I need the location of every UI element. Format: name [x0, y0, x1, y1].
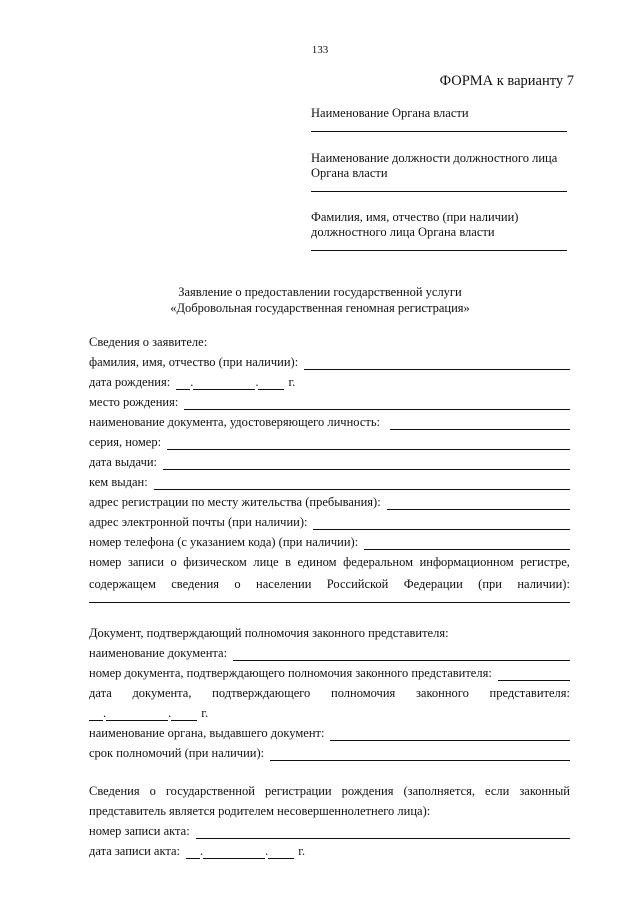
email-row: адрес электронной почты (при наличии): — [89, 510, 570, 530]
birth-day-field[interactable] — [176, 376, 190, 390]
birth-year-field[interactable] — [258, 376, 284, 390]
issue-date-row: дата выдачи: — [89, 450, 570, 470]
record-number-field[interactable] — [196, 825, 570, 839]
birth-place-row: место рождения: — [89, 390, 570, 410]
rep-term-row: срок полномочий (при наличии): — [89, 741, 570, 761]
rep-doc-number-field[interactable] — [498, 667, 570, 681]
rep-doc-number-row: номер документа, подтверждающего полномочия законного представителя: — [89, 661, 570, 681]
rep-doc-name-row: наименование документа: — [89, 641, 570, 661]
authority-label: Наименование Органа власти — [311, 106, 469, 120]
position-label-2: Органа власти — [311, 166, 388, 180]
id-doc-field[interactable] — [390, 416, 570, 430]
addressee-authority — [311, 106, 567, 132]
phone-row: номер телефона (с указанием кода) (при наличии): — [89, 530, 570, 550]
addressee-position — [311, 151, 567, 192]
form-body — [89, 330, 570, 859]
issued-by-row: кем выдан: — [89, 470, 570, 490]
registry-line-2: содержащем сведения о населении Российской Федерации (при наличии): — [89, 577, 570, 591]
birth-heading-line-1: Сведения о государственной регистрации рождения (заполняется, если законный — [89, 784, 570, 798]
authority-line[interactable] — [311, 121, 567, 132]
rep-issuer-row: наименование органа, выдавшего документ: — [89, 721, 570, 741]
rep-issuer-field[interactable] — [330, 727, 570, 741]
addressee-fio — [311, 210, 567, 251]
phone-field[interactable] — [364, 536, 570, 550]
id-doc-row: наименование документа, удостоверяющего личность: — [89, 410, 570, 430]
record-date-row: дата записи акта: . . г. — [89, 844, 306, 858]
rep-doc-date-words: дата документа, подтверждающего полномочия законного представителя: — [89, 686, 570, 700]
applicant-heading: Сведения о заявителе: — [89, 335, 208, 349]
rep-doc-name-field[interactable] — [233, 647, 570, 661]
birth-heading-line-2: представитель является родителем несовершеннолетнего лица): — [89, 804, 431, 818]
position-line[interactable] — [311, 181, 567, 192]
fio-label-1: Фамилия, имя, отчество (при наличии) — [311, 210, 519, 224]
email-field[interactable] — [313, 516, 570, 530]
birth-place-field[interactable] — [184, 396, 570, 410]
title-line-1: Заявление о предоставлении государственной услуги — [178, 285, 462, 299]
series-field[interactable] — [167, 436, 570, 450]
fio-line[interactable] — [311, 240, 567, 251]
record-month-field[interactable] — [203, 845, 265, 859]
rep-year-field[interactable] — [171, 707, 197, 721]
fio-label-2: должностного лица Органа власти — [311, 225, 495, 239]
record-number-row: номер записи акта: — [89, 819, 570, 839]
registry-number-field[interactable] — [89, 592, 570, 603]
fio-field[interactable] — [304, 356, 570, 370]
birth-date-row: дата рождения: . . г. — [89, 375, 296, 389]
rep-doc-date-row: . . г. — [89, 701, 570, 721]
position-label-1: Наименование должности должностного лица — [311, 151, 558, 165]
rep-month-field[interactable] — [106, 707, 168, 721]
reg-address-row: адрес регистрации по месту жительства (пребывания): — [89, 490, 570, 510]
fio-row: фамилия, имя, отчество (при наличии): — [89, 350, 570, 370]
application-title — [0, 284, 640, 316]
reg-address-field[interactable] — [387, 496, 570, 510]
series-row: серия, номер: — [89, 430, 570, 450]
registry-line-1: номер записи о физическом лице в едином федеральном информационном регистре, — [89, 555, 570, 569]
rep-term-field[interactable] — [270, 747, 570, 761]
record-day-field[interactable] — [186, 845, 200, 859]
page-number: 133 — [311, 44, 329, 56]
issue-date-field[interactable] — [163, 456, 570, 470]
birth-month-field[interactable] — [193, 376, 255, 390]
record-year-field[interactable] — [268, 845, 294, 859]
issued-by-field[interactable] — [154, 476, 570, 490]
rep-heading: Документ, подтверждающий полномочия законного представителя: — [89, 626, 449, 640]
form-title: ФОРМА к варианту 7 — [439, 73, 574, 89]
rep-day-field[interactable] — [89, 707, 103, 721]
title-line-2: «Добровольная государственная геномная регистрация» — [170, 301, 470, 315]
